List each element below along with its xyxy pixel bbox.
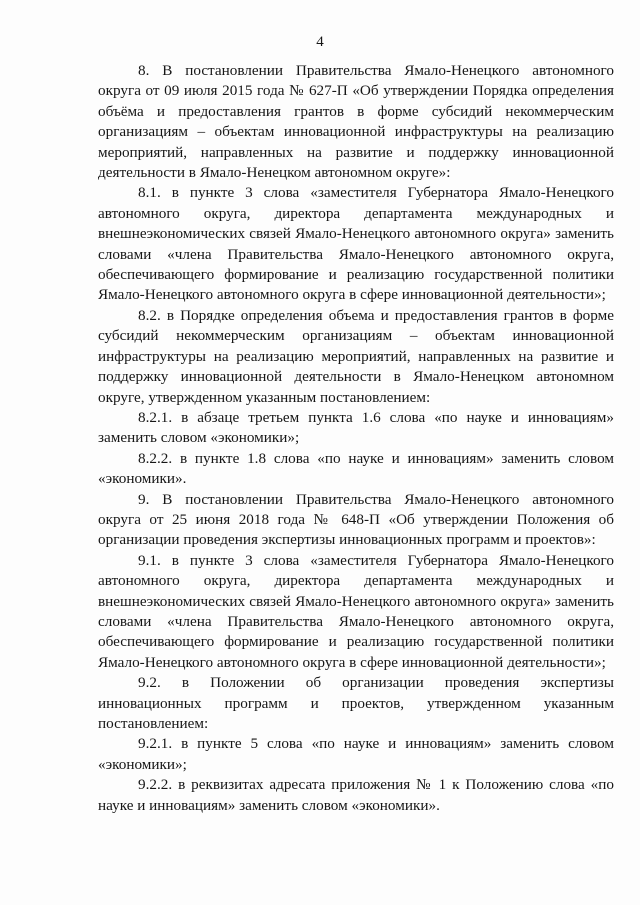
paragraph-8-2: 8.2. в Порядке определения объема и предоставления грантов в форме субсидий некоммерческим организациям – объектам инновационной инфраструктуры на реализацию мероприятий, направленных на развитие и поддержку инновационной деятельности в Ямало-Ненецком автономном округе, утвержденном указанным постановлением: [98,306,614,406]
paragraph-9: 9. В постановлении Правительства Ямало-Ненецкого автономного округа от 25 июня 2018 года № 648-П «Об утверждении Положения об организации проведения экспертизы инновационных программ и проектов»: [98,490,614,549]
paragraph-8-1: 8.1. в пункте 3 слова «заместителя Губернатора Ямало-Ненецкого автономного округа, директора департамента международных и внешнеэкономических связей Ямало-Ненецкого автономного округа» заменить словами «члена Правительства Ямало-Ненецкого автономного округа, обеспечивающего формирование и реализацию государственной политики Ямало-Ненецкого автономного округа в сфере инновационной деятельности»; [98,184,614,304]
paragraph-8: 8. В постановлении Правительства Ямало-Ненецкого автономного округа от 09 июля 2015 года № 627-П «Об утверждении Порядка определения объёма и предоставления грантов в форме субсидий некоммерческим организациям – объектам инновационной инфраструктуры на реализацию мероприятий, направленных на развитие и поддержку инновационной деятельности в Ямало-Ненецком автономном округе»: [98,62,614,182]
paragraph-8-2-1: 8.2.1. в абзаце третьем пункта 1.6 слова «по науке и инновациям» заменить словом «экономики»; [98,408,614,447]
document-body [98,61,614,816]
paragraph-9-2-1: 9.2.1. в пункте 5 слова «по науке и инновациям» заменить словом «экономики»; [98,735,614,773]
paragraph-9-1: 9.1. в пункте 3 слова «заместителя Губернатора Ямало-Ненецкого автономного округа, директора департамента международных и внешнеэкономических связей Ямало-Ненецкого автономного округа» заменить словами «члена Правительства Ямало-Ненецкого автономного округа, обеспечивающего формирование и реализацию государственной политики Ямало-Ненецкого автономного округа в сфере инновационной деятельности»; [98,551,614,671]
paragraph-9-2: 9.2. в Положении об организации проведения экспертизы инновационных программ и проектов, утвержденном указанным постановлением: [98,674,614,732]
paragraph-8-2-2: 8.2.2. в пункте 1.8 слова «по науке и инновациям» заменить словом «экономики». [98,449,614,488]
page-number: 4 [316,34,324,50]
paragraph-9-2-2: 9.2.2. в реквизитах адресата приложения № 1 к Положению слова «по науке и инновациям» заменить словом «экономики». [98,776,614,814]
